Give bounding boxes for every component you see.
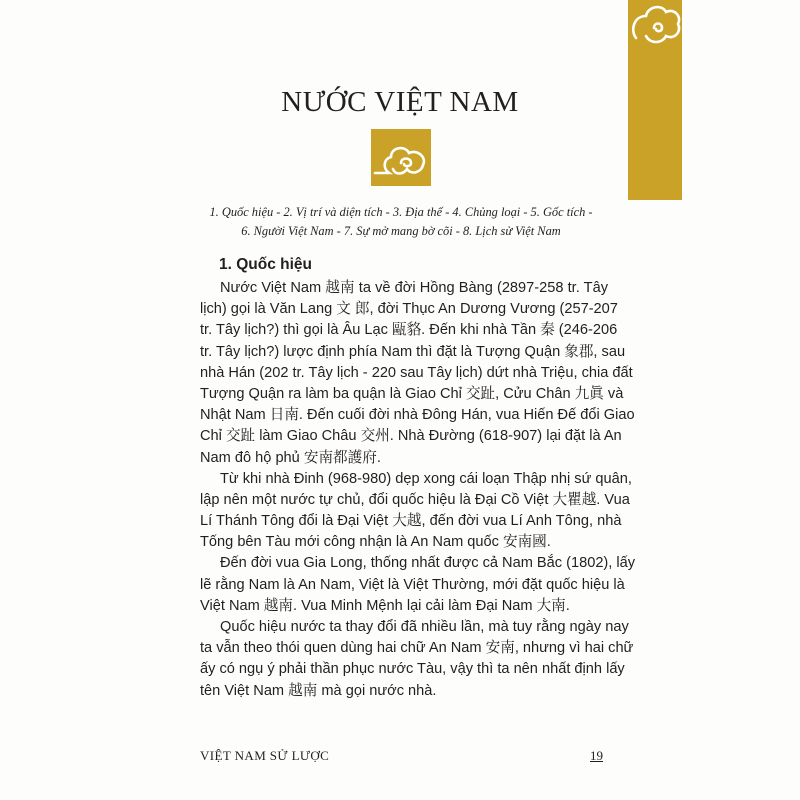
text-line: Nước Việt Nam 越南 ta về đời Hồng Bàng (2897-258 tr. Tây [220,280,608,296]
text-line: Quốc hiệu nước ta thay đổi đã nhiều lần, mà tuy rằng ngày nay [220,619,629,635]
toc-line: 6. Người Việt Nam - 7. Sự mở mang bờ cõi - 8. Lịch sử Việt Nam [241,224,561,238]
text-line: nhà Hán (202 tr. Tây lịch - 220 sau Tây lịch) dứt nhà Triệu, chia đất [200,364,633,381]
cloud-scroll-icon [371,129,431,186]
text-line: tr. Tây lịch?) thì gọi là Âu Lạc 甌貉. Đến khi nhà Tần 秦 (246-206 [200,322,618,339]
chapter-contents [196,203,606,241]
text-line: ta vẫn theo thói quen dùng hai chữ An Nam 安南, nhưng vì hai chữ [200,640,634,657]
text-line: tên Việt Nam 越南 mà gọi nước nhà. [200,682,437,699]
text-line: Lí Thánh Tông đổi là Đại Việt 大越, đến đời vua Lí Anh Tông, nhà [200,513,622,530]
section-body [200,278,636,702]
page-number: 19 [590,748,603,763]
cloud-scroll-icon [628,0,682,200]
running-footer-title: VIỆT NAM SỬ LƯỢC [200,748,330,763]
text-line: ấy có ngụ ý phải thần phục nước Tàu, vậy thì ta nên nhất định lấy [200,661,625,678]
corner-cloud-ornament [628,0,682,200]
text-line: Tượng Quận ra làm ba quận là Giao Chỉ 交趾, Cửu Chân 九眞 và [200,385,624,402]
section-heading: 1. Quốc hiệu [219,256,313,273]
text-line: tr. Tây lịch?) lược định phía Nam thì đặt là Tượng Quận 象郡, sau [200,343,626,360]
text-line: Chỉ 交趾 làm Giao Châu 交州. Nhà Đường (618-907) lại đặt là An [200,428,622,445]
chapter-title: NƯỚC VIỆT NAM [281,86,519,118]
text-line: Tống bên Tàu mới công nhận là An Nam quốc 安南國. [200,534,551,551]
text-line: Đến đời vua Gia Long, thống nhất được cả Nam Bắc (1802), lấy [220,555,636,572]
text-line: lập nên một nước tự chủ, đổi quốc hiệu là Đại Cồ Việt 大瞿越. Vua [200,491,630,508]
text-line: Nam đô hộ phủ 安南都護府. [200,449,381,466]
text-line: lịch) gọi là Văn Lang 文 郎, đời Thục An Dương Vương (257-207 [200,301,618,318]
cloud-emblem [371,129,431,186]
text-line: lẽ rằng Nam là An Nam, Việt là Việt Thường, mới đặt quốc hiệu là [200,576,625,593]
text-line: Từ khi nhà Đinh (968-980) dẹp xong cái loạn Thập nhị sứ quân, [220,470,632,487]
toc-line: 1. Quốc hiệu - 2. Vị trí và diện tích - 3. Địa thế - 4. Chủng loại - 5. Gốc tích - [209,205,593,219]
text-line: Nhật Nam 日南. Đến cuối đời nhà Đông Hán, vua Hiến Đế đổi Giao [200,407,635,424]
text-line: Việt Nam 越南. Vua Minh Mệnh lại cải làm Đại Nam 大南. [200,597,570,614]
